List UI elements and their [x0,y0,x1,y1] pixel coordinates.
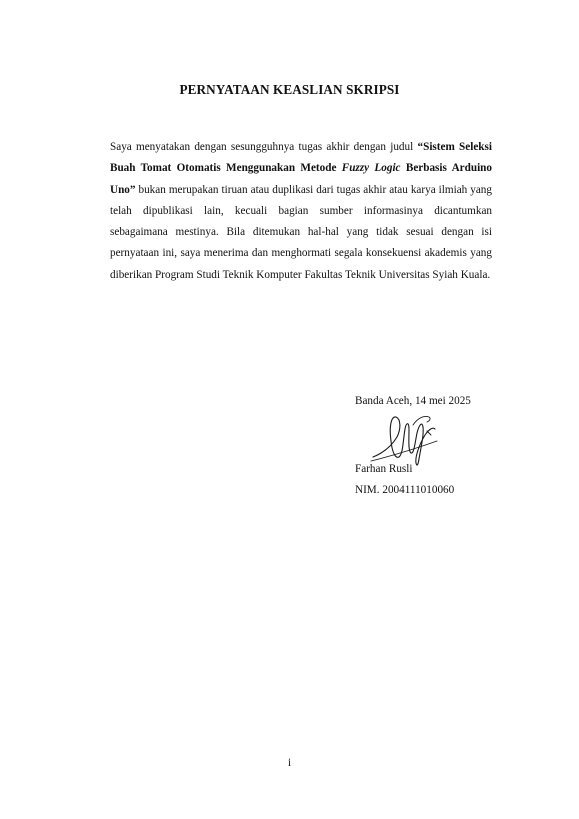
page-number: i [287,757,292,769]
paragraph-intro: Saya menyatakan dengan sesungguhnya tugas akhir dengan judul [110,141,418,153]
thesis-title-part1: “Sistem Seleksi Buah Tomat Otomatis Menggunakan Metode [110,141,492,175]
paragraph-rest: bukan merupakan tiruan atau duplikasi dari tugas akhir atau karya ilmiah yang telah dipublikasi lain, kecuali bagian sumber informasinya dicantumkan sebagaimana mestinya. Bila ditemukan hal-hal yang tidak sesuai dengan isi pernyataan ini, saya menerima dan menghormati segala konsekuensi akademis yang diberikan Program Studi Teknik Komputer Fakultas Teknik Universitas Syiah Kuala. [110,183,492,281]
place-date: Banda Aceh, 14 mei 2025 [355,395,471,407]
signer-nim: NIM. 2004111010060 [355,484,455,496]
page-title: PERNYATAAN KEASLIAN SKRIPSI [179,82,400,97]
thesis-title-part2: Berbasis Arduino Uno” [110,162,492,196]
thesis-title-italic: Fuzzy Logic [341,162,401,175]
handwritten-signature [369,407,441,469]
statement-paragraph [110,137,492,286]
signer-name: Farhan Rusli [355,463,413,475]
